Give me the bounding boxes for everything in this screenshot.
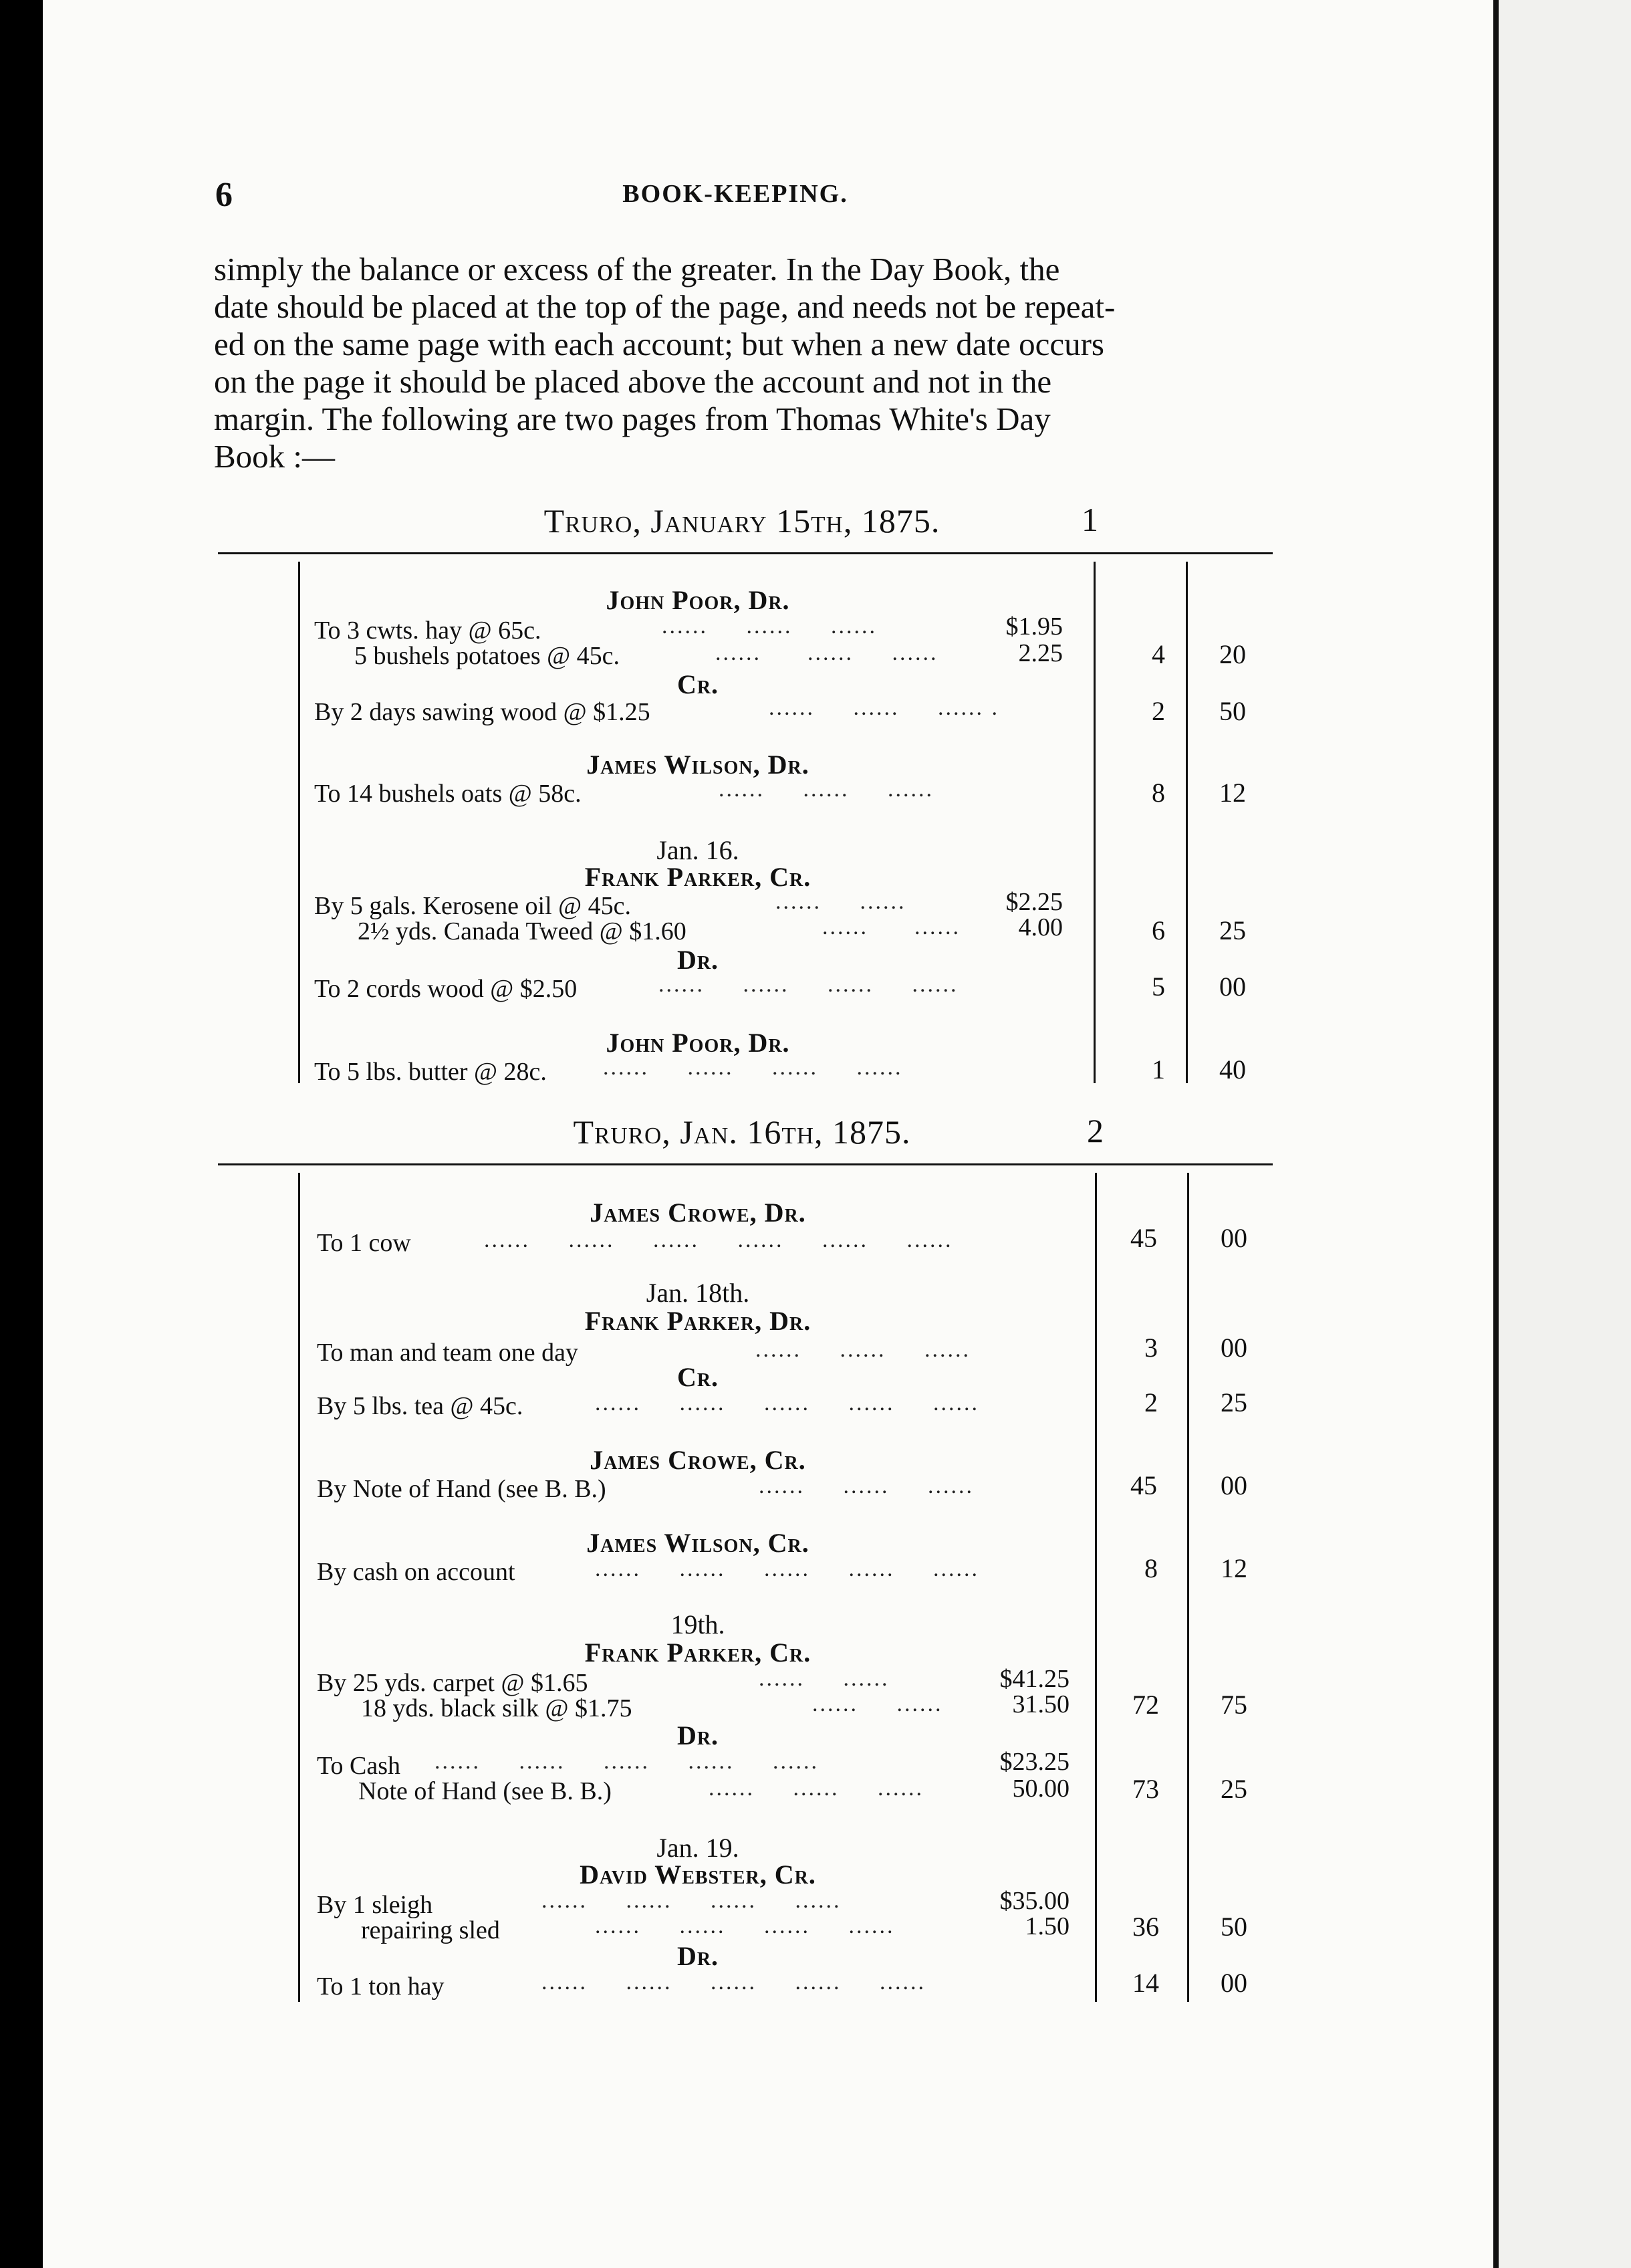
intro-line-1: simply the balance or excess of the greater. In the Day Book, the (214, 251, 1060, 288)
entry-line: By 5 gals. Kerosene oil @ 45c. (314, 892, 632, 920)
dollars-amount: 14 (1132, 1968, 1159, 1998)
dollars-amount: 8 (1144, 1553, 1158, 1583)
entry-line: To 5 lbs. butter @ 28c. (314, 1058, 547, 1086)
account-header: Frank Parker, Cr. (584, 862, 811, 892)
page2-left-rule (298, 1173, 300, 2002)
dollars-amount: 72 (1132, 1690, 1159, 1720)
leader-dots: ...... ...... ...... (755, 1337, 971, 1362)
leader-dots: ...... ...... (775, 889, 906, 914)
leader-dots: ...... ...... ...... (662, 614, 877, 639)
page1-folio: 1 (1082, 501, 1098, 538)
cents-amount: 75 (1221, 1690, 1247, 1720)
intro-line-4: on the page it should be placed above the account and not in the (214, 363, 1052, 400)
account-header: Frank Parker, Cr. (584, 1637, 811, 1668)
item-amount: 2.25 (1018, 639, 1063, 667)
leader-dots: ...... ...... ...... ...... ...... ...... (484, 1228, 953, 1252)
cents-amount: 00 (1221, 1470, 1247, 1500)
facing-page-edge (1493, 0, 1631, 2268)
entry-line: 2½ yds. Canada Tweed @ $1.60 (358, 917, 686, 945)
page2-dollars-rule (1095, 1173, 1097, 2002)
account-header: David Webster, Cr. (580, 1859, 816, 1890)
leader-dots: ...... ...... ...... ...... ...... (595, 1391, 979, 1415)
entry-line: To 14 bushels oats @ 58c. (314, 780, 582, 808)
intro-line-3: ed on the same page with each account; but when a new date occurs (214, 326, 1104, 362)
cents-amount: 50 (1221, 1912, 1247, 1942)
account-header: James Wilson, Dr. (586, 750, 809, 780)
entry-date: Jan. 18th. (646, 1278, 750, 1308)
dollars-amount: 1 (1152, 1054, 1165, 1085)
entry-line: 18 yds. black silk @ $1.75 (361, 1694, 632, 1722)
intro-line-2: date should be placed at the top of the page, and needs not be repeat- (214, 288, 1116, 325)
cents-amount: 00 (1221, 1223, 1247, 1253)
entry-line: By 25 yds. carpet @ $1.65 (317, 1669, 588, 1697)
page1-cents-rule (1186, 562, 1188, 1083)
item-amount: 4.00 (1018, 913, 1063, 941)
entry-line: 5 bushels potatoes @ 45c. (354, 642, 620, 670)
cents-amount: 25 (1221, 1387, 1247, 1418)
page2-folio: 2 (1087, 1112, 1104, 1149)
item-amount: 50.00 (1012, 1775, 1070, 1803)
leader-dots: ...... ...... ...... ...... (658, 972, 959, 997)
side-label: Cr. (676, 1362, 719, 1392)
entry-line: To 1 cow (317, 1229, 411, 1257)
account-header: James Wilson, Cr. (586, 1528, 809, 1558)
cents-amount: 12 (1221, 1553, 1247, 1583)
leader-dots: ...... ...... ...... . (769, 695, 999, 720)
dollars-amount: 45 (1130, 1223, 1157, 1253)
leader-dots: ...... ...... (822, 915, 961, 939)
item-amount: 1.50 (1025, 1912, 1070, 1940)
item-amount: $2.25 (1005, 888, 1063, 916)
item-amount: 31.50 (1012, 1690, 1070, 1718)
dollars-amount: 45 (1130, 1470, 1157, 1500)
cents-amount: 00 (1219, 972, 1246, 1002)
item-amount: $41.25 (999, 1665, 1070, 1693)
cents-amount: 25 (1221, 1774, 1247, 1804)
dollars-amount: 5 (1152, 972, 1165, 1002)
account-header: James Crowe, Cr. (590, 1445, 806, 1475)
intro-line-5: margin. The following are two pages from Thomas White's Day (214, 401, 1051, 437)
entry-date: Jan. 16. (656, 835, 739, 865)
dollars-amount: 73 (1132, 1774, 1159, 1804)
page2-cents-rule (1187, 1173, 1189, 2002)
leader-dots: ...... ...... ...... ...... ...... (434, 1749, 819, 1774)
account-header: Frank Parker, Dr. (584, 1306, 811, 1336)
page1-left-rule (298, 562, 300, 1083)
entry-line: By 1 sleigh (317, 1891, 433, 1919)
entry-line: By Note of Hand (see B. B.) (317, 1475, 606, 1503)
entry-line: To man and team one day (317, 1339, 578, 1367)
dollars-amount: 2 (1152, 696, 1165, 726)
page1-heading: Truro, January 15th, 1875. (543, 502, 940, 540)
leader-dots: ...... ...... ...... (715, 641, 938, 665)
dollars-amount: 6 (1152, 915, 1165, 945)
side-label: Dr. (676, 1720, 719, 1750)
dollars-amount: 36 (1132, 1912, 1159, 1942)
cents-amount: 20 (1219, 639, 1246, 669)
leader-dots: ...... ...... ...... ...... (541, 1888, 842, 1913)
leader-dots: ...... ...... ...... (709, 1776, 924, 1801)
side-label: Dr. (676, 1941, 719, 1971)
dollars-amount: 8 (1152, 778, 1165, 808)
account-header: James Crowe, Dr. (590, 1198, 806, 1228)
cents-amount: 12 (1219, 778, 1246, 808)
cents-amount: 50 (1219, 696, 1246, 726)
item-amount: $1.95 (1005, 612, 1063, 641)
page2-heading: Truro, Jan. 16th, 1875. (573, 1113, 911, 1151)
entry-line: To 1 ton hay (317, 1972, 445, 2001)
entry-line: By cash on account (317, 1558, 515, 1586)
entry-date: 19th. (670, 1609, 725, 1639)
running-title: BOOK-KEEPING. (622, 180, 848, 208)
entry-date: Jan. 19. (656, 1833, 739, 1863)
account-header: John Poor, Dr. (606, 585, 790, 615)
entry-line: To 2 cords wood @ $2.50 (314, 975, 578, 1003)
page-number: 6 (215, 176, 233, 214)
intro-line-6: Book :— (214, 438, 336, 475)
cents-amount: 40 (1219, 1054, 1246, 1085)
leader-dots: ...... ...... ...... (759, 1474, 974, 1498)
entry-line: Note of Hand (see B. B.) (358, 1777, 612, 1805)
leader-dots: ...... ...... (759, 1666, 890, 1691)
cents-amount: 25 (1219, 915, 1246, 945)
leader-dots: ...... ...... ...... ...... (595, 1914, 895, 1938)
cents-amount: 00 (1221, 1968, 1247, 1998)
leader-dots: ...... ...... (812, 1692, 943, 1716)
dollars-amount: 4 (1152, 639, 1165, 669)
leader-dots: ...... ...... ...... ...... (603, 1055, 903, 1080)
entry-line: To 3 cwts. hay @ 65c. (314, 616, 541, 645)
side-label: Dr. (676, 945, 719, 975)
account-header: John Poor, Dr. (606, 1028, 790, 1058)
page1-top-rule (218, 552, 1273, 554)
side-label: Cr. (676, 669, 719, 699)
entry-line: To Cash (317, 1752, 401, 1780)
entry-line: By 2 days sawing wood @ $1.25 (314, 698, 650, 726)
leader-dots: ...... ...... ...... ...... ...... (595, 1557, 979, 1581)
cents-amount: 00 (1221, 1333, 1247, 1363)
page2-top-rule (218, 1163, 1273, 1165)
entry-line: repairing sled (361, 1916, 500, 1944)
leader-dots: ...... ...... ...... (719, 777, 934, 802)
entry-line: By 5 lbs. tea @ 45c. (317, 1392, 523, 1420)
item-amount: $35.00 (999, 1887, 1070, 1915)
leader-dots: ...... ...... ...... ...... ...... (541, 1970, 926, 1995)
dollars-amount: 3 (1144, 1333, 1158, 1363)
item-amount: $23.25 (999, 1748, 1070, 1776)
page1-dollars-rule (1094, 562, 1096, 1083)
dollars-amount: 2 (1144, 1387, 1158, 1418)
